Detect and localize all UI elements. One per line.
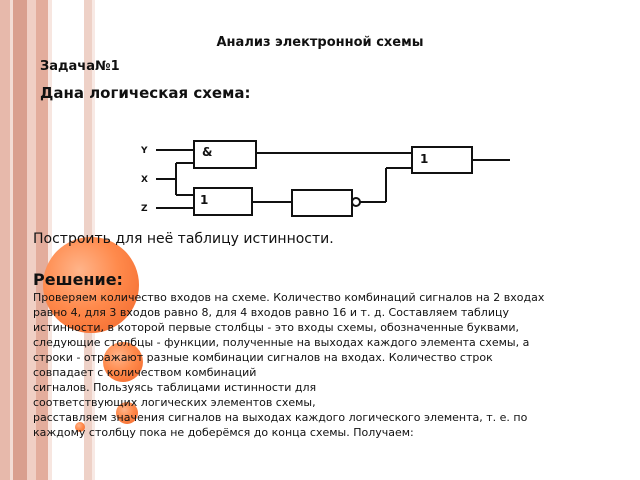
solution-line: каждому столбцу пока не доберёмся до конца схемы. Получаем: (33, 426, 414, 439)
build-instruction: Построить для неё таблицу истинности. (33, 231, 334, 247)
solution-line: расставляем значения сигналов на выходах каждого логического элемента, т. е. по (33, 411, 528, 424)
solution-heading: Решение: (33, 270, 123, 289)
solution-line: истинности, в которой первые столбцы - это входы схемы, обозначенные буквами, (33, 321, 520, 334)
and-gate-label: & (202, 145, 213, 159)
slide-title: Анализ электронной схемы (216, 35, 424, 50)
decor-stripe (13, 0, 27, 480)
final-or-gate-label: 1 (420, 152, 429, 166)
solution-line: соответствующих логических элементов схемы, (33, 396, 316, 409)
task-label: Задача№1 (40, 59, 120, 74)
input-label-x: X (141, 175, 148, 185)
decor-stripe (0, 0, 10, 480)
solution-line: совпадает с количеством комбинаций (33, 366, 257, 379)
given-heading: Дана логическая схема: (40, 84, 251, 102)
solution-text (33, 290, 633, 440)
solution-line: следующие столбцы - функции, полученные на выходах каждого элемента схемы, а (33, 336, 530, 349)
final-or-gate (412, 147, 472, 173)
solution-line: строки - отражают разные комбинации сигналов на входах. Количество строк (33, 351, 493, 364)
and-gate (194, 141, 256, 168)
inverter-gate (292, 190, 360, 216)
inverter-bubble (352, 198, 360, 206)
solution-line: сигналов. Пользуясь таблицами истинности для (33, 381, 317, 394)
input-label-z: Z (141, 204, 148, 214)
input-label-y: Y (141, 146, 148, 156)
logic-circuit-diagram (136, 136, 516, 220)
or-gate (194, 188, 252, 215)
solution-line: Проверяем количество входов на схеме. Количество комбинаций сигналов на 2 входах (33, 291, 545, 304)
solution-line: равно 4, для 3 входов равно 8, для 4 входов равно 16 и т. д. Составляем таблицу (33, 306, 509, 319)
or-gate-label: 1 (200, 193, 209, 207)
